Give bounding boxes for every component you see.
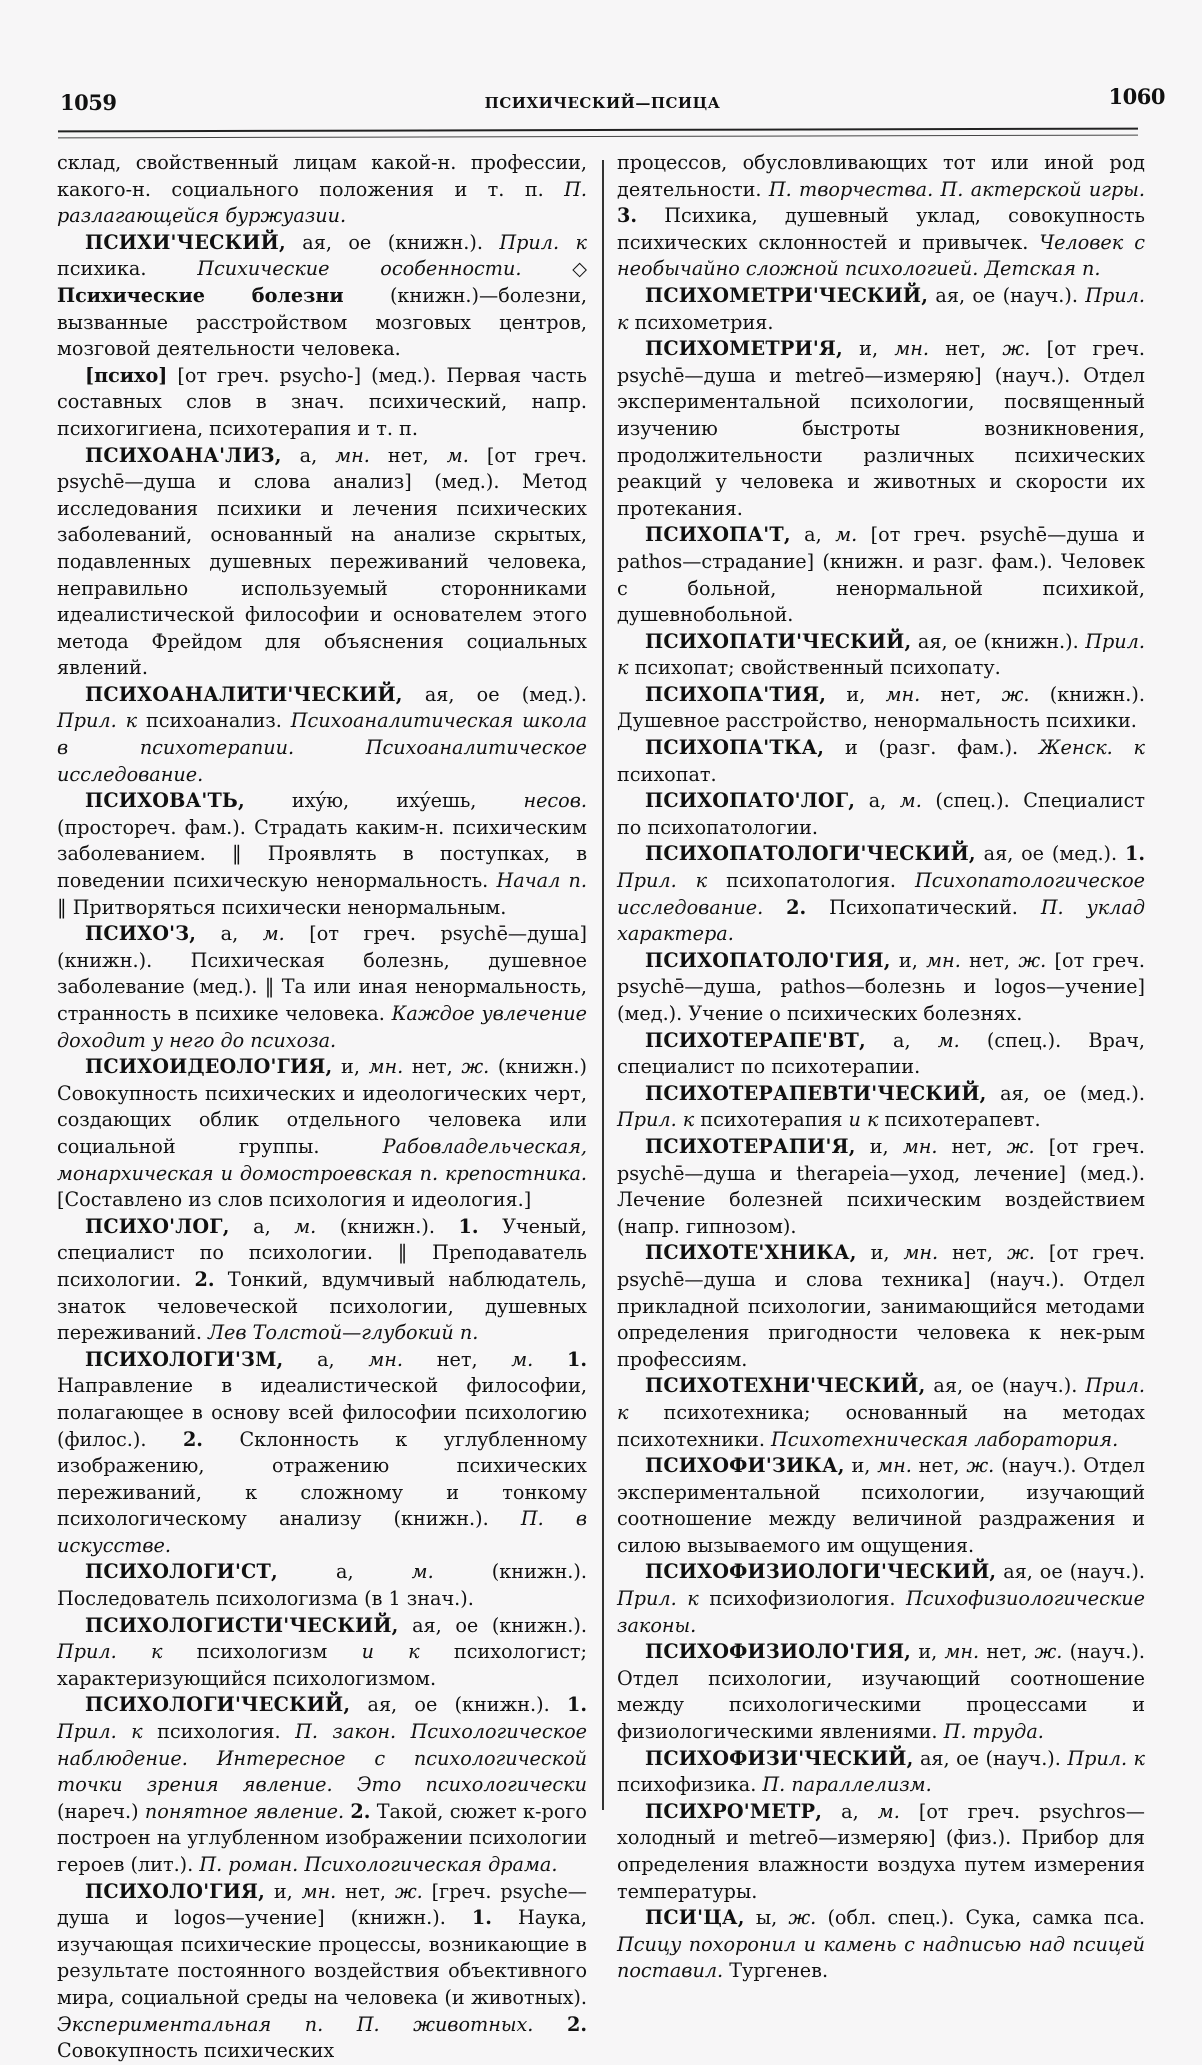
headword: ПСИХИ'ЧЕСКИЙ,: [85, 230, 286, 254]
entry-text: [греч. psyche—душа и logos—учение] (книжн.).: [57, 1879, 587, 1930]
italic-text: мн.: [902, 1134, 938, 1158]
dictionary-entry: [617, 735, 1145, 788]
dictionary-entry: [57, 1559, 587, 1612]
page-number-left: 1059: [60, 90, 117, 115]
italic-text: м.: [294, 1214, 317, 1238]
entry-text: процессов, обусловливающих тот или иной род деятельности.: [617, 151, 1145, 201]
entry-text: (нареч.): [57, 1799, 145, 1823]
italic-text: Прил. к: [57, 1720, 143, 1744]
italic-text: ж.: [788, 1906, 817, 1930]
headword: ПСИХОФИ'ЗИКА,: [645, 1454, 845, 1478]
italic-text: Психотехническая лаборатория.: [771, 1427, 1119, 1451]
bold-text: [психо]: [85, 363, 168, 387]
dictionary-entry: [617, 522, 1145, 628]
right-column: [617, 150, 1145, 1985]
entry-text: психопатология.: [707, 869, 916, 893]
dictionary-entry: [617, 682, 1145, 735]
entry-text: ая, ое (науч.).: [928, 283, 1086, 307]
italic-text: м.: [899, 789, 922, 813]
entry-text: нет,: [979, 1640, 1035, 1664]
entry-text: психика.: [57, 257, 198, 281]
italic-text: ж.: [461, 1055, 490, 1079]
italic-text: ж.: [394, 1879, 423, 1903]
dictionary-entry: [57, 1692, 587, 1878]
entry-text: психофизика.: [617, 1773, 763, 1797]
entry-text: ая, ое (книжн.).: [911, 629, 1086, 653]
italic-text: ж.: [1018, 948, 1047, 972]
italic-text: мн.: [877, 1454, 912, 1478]
headword: ПСИХО'З,: [85, 922, 197, 946]
dictionary-entry: [617, 948, 1145, 1028]
dictionary-entry: [617, 841, 1145, 947]
entry-text: (спец.). Специалист по психопатологии.: [617, 789, 1145, 839]
italic-text: Психоаналитическая школа в психотерапии. Психоаналитическое исследование.: [57, 709, 588, 786]
italic-text: Экспериментальная п. П. животных.: [57, 2012, 534, 2036]
italic-text: Прил. к: [617, 1587, 699, 1611]
dictionary-entry: [57, 1054, 587, 1214]
headword: ПСИХОПА'ТИЯ,: [645, 682, 827, 706]
entry-text: психопат.: [617, 762, 717, 786]
entry-text: [Составлено из слов психология и идеология.]: [57, 1188, 532, 1212]
running-head: ПСИХИЧЕСКИЙ—ПСИЦА: [484, 94, 721, 112]
bold-text: 2.: [182, 1427, 203, 1451]
italic-text: м.: [411, 1560, 434, 1584]
italic-text: м.: [937, 1028, 960, 1052]
italic-text: ж.: [1006, 1134, 1035, 1158]
headword: ПСИХОПАТОЛОГИ'ЧЕСКИЙ,: [645, 842, 976, 866]
italic-text: Лев Толстой—глубокий п.: [208, 1321, 479, 1345]
dictionary-entry: [617, 1746, 1145, 1799]
italic-text: Прил. к: [499, 230, 587, 254]
italic-text: Прил. к: [617, 1374, 1145, 1424]
dictionary-entry: [57, 230, 587, 363]
entry-text: Психика, душевный уклад, совокупность психических склонностей и привычек.: [617, 204, 1145, 254]
entry-text: психотерапия: [694, 1108, 849, 1132]
entry-text: ая, ое (науч.).: [925, 1374, 1086, 1398]
bold-text: 2.: [194, 1267, 215, 1291]
dictionary-entry: [617, 1373, 1145, 1453]
headword: ПСИХОПА'ТКА,: [645, 736, 825, 760]
entry-text: [от греч. psychē—душа и pathos—страдание] (книжн. и разг. фам.). Человек с больной, ненормальной психикой, душевнобольной.: [617, 523, 1145, 627]
entry-text: Совокупность психических: [57, 2039, 335, 2063]
headword: ПСИХОМЕТРИ'ЧЕСКИЙ,: [645, 283, 929, 307]
bold-text: 2.: [566, 2012, 587, 2036]
dictionary-entry: [617, 1081, 1145, 1134]
dictionary-entry: [617, 336, 1145, 522]
italic-text: Рабовладельческая, монархическая и домостроевская п. крепостника.: [57, 1134, 587, 1185]
italic-text: П. труда.: [943, 1720, 1044, 1744]
bold-text: 2.: [786, 895, 807, 919]
italic-text: м.: [446, 443, 469, 467]
headword: ПСИХОЛОГИСТИ'ЧЕСКИЙ,: [85, 1613, 399, 1637]
dictionary-entry: [57, 1214, 587, 1347]
entry-text: психотехника; основанный на методах психотехники.: [617, 1400, 1145, 1451]
italic-text: мн.: [368, 1055, 404, 1079]
dictionary-entry: [57, 1613, 587, 1693]
italic-text: Прил. к: [617, 629, 1145, 680]
entry-text: а,: [283, 1347, 369, 1371]
column-divider: [602, 160, 604, 1810]
headword: ПСИХОТЕХНИ'ЧЕСКИЙ,: [645, 1374, 926, 1398]
dictionary-entry: [617, 283, 1145, 336]
italic-text: Психические особенности.: [197, 257, 522, 281]
entry-text: нет,: [403, 1055, 462, 1079]
entry-text: ая, ое (науч.).: [913, 1746, 1068, 1770]
italic-text: Прил. к: [57, 1640, 163, 1664]
entry-text: (книжн.).: [316, 1214, 459, 1238]
entry-text: Ученый, специалист по психологии. ‖ Преподаватель психологии.: [57, 1214, 587, 1291]
italic-text: Женск. к: [1038, 736, 1145, 760]
entry-text: ая, ое (мед.).: [975, 842, 1125, 866]
entry-text: (книжн.) Совокупность психических и идеологических черт, создающих облик отдельного человека или социальной группы.: [57, 1055, 587, 1158]
dictionary-entry: [617, 1639, 1145, 1745]
dictionary-entry: [617, 1799, 1145, 1905]
headword: ПСИХОФИЗИОЛОГИ'ЧЕСКИЙ,: [645, 1560, 997, 1584]
entry-text: и,: [844, 1454, 878, 1478]
entry-text: (науч.). Отдел экспериментальной психологии, изучающий соотношение между величиной раздражения и силою вызываемого им ощущения.: [617, 1454, 1145, 1557]
entry-text: [от греч. psychē—душа] (книжн.). Психическая болезнь, душевное заболевание (мед.). ‖ Та или иная ненормальность, странность в психике человека.: [57, 922, 587, 1025]
italic-text: м.: [877, 1799, 900, 1823]
italic-text: П. уклад характера.: [617, 895, 1145, 946]
entry-text: и,: [855, 1134, 903, 1158]
entry-text: (книжн.)—болезни, вызванные расстройством мозговых центров, мозговой деятельности человека.: [57, 283, 587, 361]
italic-text: ж.: [966, 1454, 995, 1478]
italic-text: П. в искусстве.: [57, 1507, 587, 1557]
entry-continuation: [57, 150, 587, 230]
italic-text: П. закон. Психологическое наблюдение. Интересное с психологической точки зрения явление. Это психологически: [57, 1720, 588, 1797]
header-double-rule: [58, 128, 1138, 139]
italic-text: мн.: [894, 337, 929, 361]
entry-text: психологизм: [162, 1640, 362, 1664]
italic-text: мн.: [301, 1879, 337, 1903]
entry-text: [от греч. psychē—душа и therapeia—уход, лечение] (мед.). Лечение болезней психическим воздействием (напр. гипнозом).: [617, 1134, 1145, 1238]
entry-text: ая, ое (мед.).: [402, 682, 587, 706]
page-number-right: 1060: [1108, 84, 1165, 109]
entry-text: а,: [277, 1560, 412, 1584]
dictionary-entry: [617, 788, 1145, 841]
headword: ПСИХОЛОГИ'ЧЕСКИЙ,: [85, 1693, 351, 1717]
italic-text: м.: [262, 922, 285, 946]
entry-text: нет,: [911, 1454, 967, 1478]
dictionary-entry: [617, 1240, 1145, 1373]
entry-text: и,: [332, 1055, 369, 1079]
entry-text: нет,: [937, 1134, 1007, 1158]
entry-text: а,: [196, 922, 263, 946]
headword: ПСИХОПАТИ'ЧЕСКИЙ,: [645, 629, 912, 653]
entry-text: а,: [229, 1214, 295, 1238]
entry-text: и,: [911, 1640, 945, 1664]
entry-text: нет,: [960, 948, 1019, 972]
entry-text: и (разг. фам.).: [824, 736, 1039, 760]
headword: ПСИХОМЕТРИ'Я,: [645, 337, 843, 361]
headword: ПСИ'ЦА,: [645, 1906, 745, 1930]
headword: ПСИХОЛО'ГИЯ,: [85, 1879, 266, 1903]
entry-text: [от греч. psychē—душа и слова техника] (науч.). Отдел прикладной психологии, занимающийся методами определения пригодности человека к нек-рым профессиям.: [617, 1241, 1146, 1371]
entry-text: а,: [865, 1028, 938, 1052]
entry-text: психопат; свойственный психопату.: [628, 656, 1001, 680]
entry-text: ая, ое (книжн.).: [285, 230, 500, 254]
dictionary-entry: [617, 1453, 1145, 1559]
italic-text: м.: [835, 523, 858, 547]
bold-text: 1.: [1124, 842, 1145, 866]
entry-text: ая, ое (книжн.).: [350, 1693, 567, 1717]
italic-text: ж.: [1006, 1241, 1035, 1265]
entry-text: и,: [265, 1879, 302, 1903]
headword: ПСИХОЛОГИ'СТ,: [85, 1560, 278, 1584]
entry-text: ая, ое (книжн.).: [398, 1613, 587, 1637]
entry-text: и,: [890, 948, 927, 972]
dictionary-entry: [57, 1347, 587, 1560]
dictionary-entry: [57, 788, 587, 921]
entry-text: (простореч. фам.). Страдать каким-н. психическим заболеванием. ‖ Проявлять в поступках, в поведении психическую ненормальность.: [57, 815, 587, 893]
italic-text: мн.: [885, 682, 921, 706]
dictionary-entry: [57, 682, 587, 788]
entry-text: и,: [826, 682, 886, 706]
entry-text: психоанализ.: [137, 709, 291, 733]
entry-text: Психопатический.: [806, 895, 1041, 919]
entry-text: [763, 896, 786, 919]
entry-text: нет,: [920, 682, 1002, 706]
headword: ПСИХОИДЕОЛО'ГИЯ,: [85, 1055, 333, 1079]
entry-text: [от греч. psychē—душа, pathos—болезнь и logos—учение] (мед.). Учение о психических болезнях.: [617, 948, 1146, 1025]
entry-text: [от греч. psychē—душа и metreō—измеряю] (науч.). Отдел экспериментальной психологии, посвященный изучению быстроты возникновения, продолжительности различных психических реакций у человека и животных и скорости их протекания.: [617, 337, 1145, 520]
left-column: [57, 150, 587, 2065]
dictionary-entry: [617, 1134, 1145, 1240]
dictionary-entry: [617, 1028, 1145, 1081]
italic-text: Психопатологическое исследование.: [617, 869, 1146, 919]
entry-text: [от греч. psychros—холодный и metreō—измеряю] (физ.). Прибор для определения влажности воздуха путем измерения температуры.: [617, 1799, 1145, 1903]
bold-text: 3.: [617, 204, 638, 228]
italic-text: П. роман. Психологическая драма.: [199, 1853, 558, 1876]
entry-text: [от греч. psycho-] (мед.). Первая часть составных слов в знач. психический, напр. психогигиена, психотерапия и т. п.: [57, 363, 587, 440]
headword: ПСИХОФИЗИОЛО'ГИЯ,: [645, 1640, 912, 1664]
italic-text: Псицу похоронил и камень с надписью над псицей поставил.: [617, 1932, 1145, 1983]
headword: ПСИХОТЕ'ХНИКА,: [645, 1241, 857, 1265]
dictionary-entry: [617, 1559, 1145, 1639]
entry-text: [от греч. psychē—душа и слова анализ] (мед.). Метод исследования психики и лечения психических заболеваний, основанный на анализе скрытых, подавленных душевных переживаний человека, неправильно используемый сторонниками идеалистической философии и основателем этого метода Фрейдом для объяснения социальных явлений.: [57, 443, 587, 680]
italic-text: Прил. к: [617, 1108, 695, 1132]
headword: ПСИХОЛОГИ'ЗМ,: [85, 1347, 284, 1371]
entry-text: нет,: [938, 1241, 1007, 1265]
entry-text: нет,: [929, 337, 1003, 361]
entry-text: (обл. спец.). Сука, самка пса.: [816, 1906, 1145, 1930]
entry-text: нет,: [336, 1879, 395, 1903]
entry-text: [533, 2013, 567, 2036]
headword: ПСИХОПАТО'ЛОГ,: [645, 789, 856, 813]
headword: ПСИХОТЕРАПИ'Я,: [645, 1134, 856, 1158]
entry-text: нет,: [369, 443, 447, 467]
entry-text: (книжн.). Последователь психологизма (в 1 знач.).: [57, 1560, 587, 1611]
italic-text: и к: [848, 1108, 879, 1132]
entry-text: психологист; характеризующийся психологизмом.: [57, 1640, 588, 1690]
entry-text: ы,: [744, 1906, 789, 1930]
entry-text: ая, ое (мед.).: [986, 1081, 1145, 1105]
headword: ПСИХОВА'ТЬ,: [85, 789, 245, 813]
bold-text: Психические болезни: [57, 283, 344, 307]
headword: ПСИХРО'МЕТР,: [645, 1799, 823, 1823]
entry-text: а,: [790, 523, 836, 547]
headword: ПСИХОТЕРАПЕ'ВТ,: [645, 1028, 866, 1052]
italic-text: П. параллелизм.: [762, 1773, 932, 1797]
page-header: [60, 84, 1165, 122]
headword: ПСИХОФИЗИ'ЧЕСКИЙ,: [645, 1746, 914, 1770]
entry-text: психометрия.: [628, 310, 774, 334]
headword: ПСИХОПА'Т,: [645, 523, 791, 547]
italic-text: Прил. к: [617, 283, 1145, 334]
bold-text: 1.: [458, 1214, 479, 1238]
entry-text: Тонкий, вдумчивый наблюдатель, знаток человеческой психологии, душевных переживаний.: [57, 1267, 588, 1345]
bold-text: 1.: [566, 1347, 587, 1371]
headword: ПСИХО'ЛОГ,: [85, 1214, 230, 1238]
entry-text: психофизиология.: [698, 1587, 906, 1611]
italic-text: ж.: [1001, 682, 1030, 706]
italic-text: мн.: [944, 1640, 980, 1664]
italic-text: мн.: [903, 1241, 939, 1265]
headword: ПСИХОТЕРАПЕВТИ'ЧЕСКИЙ,: [645, 1081, 987, 1105]
italic-text: Психофизиологические законы.: [617, 1587, 1145, 1637]
entry-text: ◇: [521, 257, 587, 281]
entry-text: нет,: [403, 1347, 512, 1371]
italic-text: Прил. к: [57, 709, 138, 733]
italic-text: Человек с необычайно сложной психологией. Детская п.: [617, 230, 1145, 281]
entry-text: Тургенев.: [723, 1959, 829, 1983]
dictionary-entry: [57, 363, 587, 443]
bold-text: 2.: [350, 1799, 371, 1823]
headword: ПСИХОАНАЛИТИ'ЧЕСКИЙ,: [85, 682, 403, 706]
headword: ПСИХОАНА'ЛИЗ,: [85, 443, 282, 467]
italic-text: м.: [511, 1347, 534, 1371]
entry-text: и,: [842, 337, 895, 361]
entry-text: Направление в идеалистической философии, полагающее в основу всей философии психологию (филос.).: [57, 1374, 587, 1451]
italic-text: ж.: [1002, 337, 1031, 361]
italic-text: Прил. к: [1067, 1746, 1146, 1770]
italic-text: П. творчества. П. актерской игры.: [768, 177, 1145, 201]
entry-text: и,: [856, 1241, 904, 1265]
italic-text: Каждое увлечение доходит у него до психоза.: [57, 1002, 588, 1052]
italic-text: и к: [361, 1640, 420, 1664]
italic-text: П. разлагающейся буржуазии.: [57, 177, 587, 228]
dictionary-entry: [57, 443, 587, 682]
entry-text: психотерапевт.: [878, 1108, 1041, 1132]
entry-text: Наука, изучающая психические процессы, возникающие в результате постоянного воздействия объективного мира, социальной среды на человека (и животных).: [57, 1906, 587, 2009]
bold-text: 1.: [471, 1906, 492, 1930]
italic-text: мн.: [926, 948, 961, 972]
italic-text: ж.: [1034, 1640, 1063, 1664]
entry-continuation: [617, 150, 1145, 283]
italic-text: мн.: [335, 443, 370, 467]
italic-text: понятное явление.: [144, 1799, 345, 1823]
headword: ПСИХОПАТОЛО'ГИЯ,: [645, 948, 891, 972]
entry-text: [533, 1348, 567, 1371]
entry-text: (книжн.). Душевное расстройство, ненормальность психики.: [617, 682, 1145, 733]
italic-text: мн.: [368, 1347, 403, 1371]
dictionary-entry: [57, 1879, 587, 2065]
entry-text: склад, свойственный лицам какой-н. профессии, какого-н. социального положения и т. п.: [57, 151, 587, 201]
entry-text: (спец.). Врач, специалист по психотерапии.: [617, 1028, 1145, 1079]
italic-text: несов.: [523, 789, 587, 813]
entry-text: а,: [822, 1799, 878, 1823]
entry-text: а,: [855, 789, 900, 813]
dictionary-entry: [617, 1905, 1145, 1985]
entry-text: а,: [281, 443, 336, 467]
dictionary-entry: [57, 921, 587, 1054]
bold-text: 1.: [566, 1693, 587, 1717]
entry-text: ‖ Притворяться психически ненормальным.: [57, 895, 507, 919]
entry-text: Склонность к углубленному изображению, отражению психических переживаний, к сложному и тонкому психологическому анализу (книжн.).: [57, 1427, 587, 1531]
entry-text: (науч.). Отдел психологии, изучающий соотношение между психологическими процессами и физиологическими явлениями.: [617, 1640, 1145, 1744]
italic-text: Прил. к: [617, 869, 708, 893]
entry-text: психология.: [142, 1720, 296, 1744]
entry-text: ая, ое (науч.).: [996, 1560, 1145, 1584]
entry-text: Такой, сюжет к-рого построен на углубленном изображении психологии героев (лит.).: [57, 1799, 587, 1876]
entry-text: ихýю, ихýешь,: [244, 789, 524, 813]
italic-text: Начал п.: [496, 869, 587, 893]
dictionary-entry: [617, 629, 1145, 682]
